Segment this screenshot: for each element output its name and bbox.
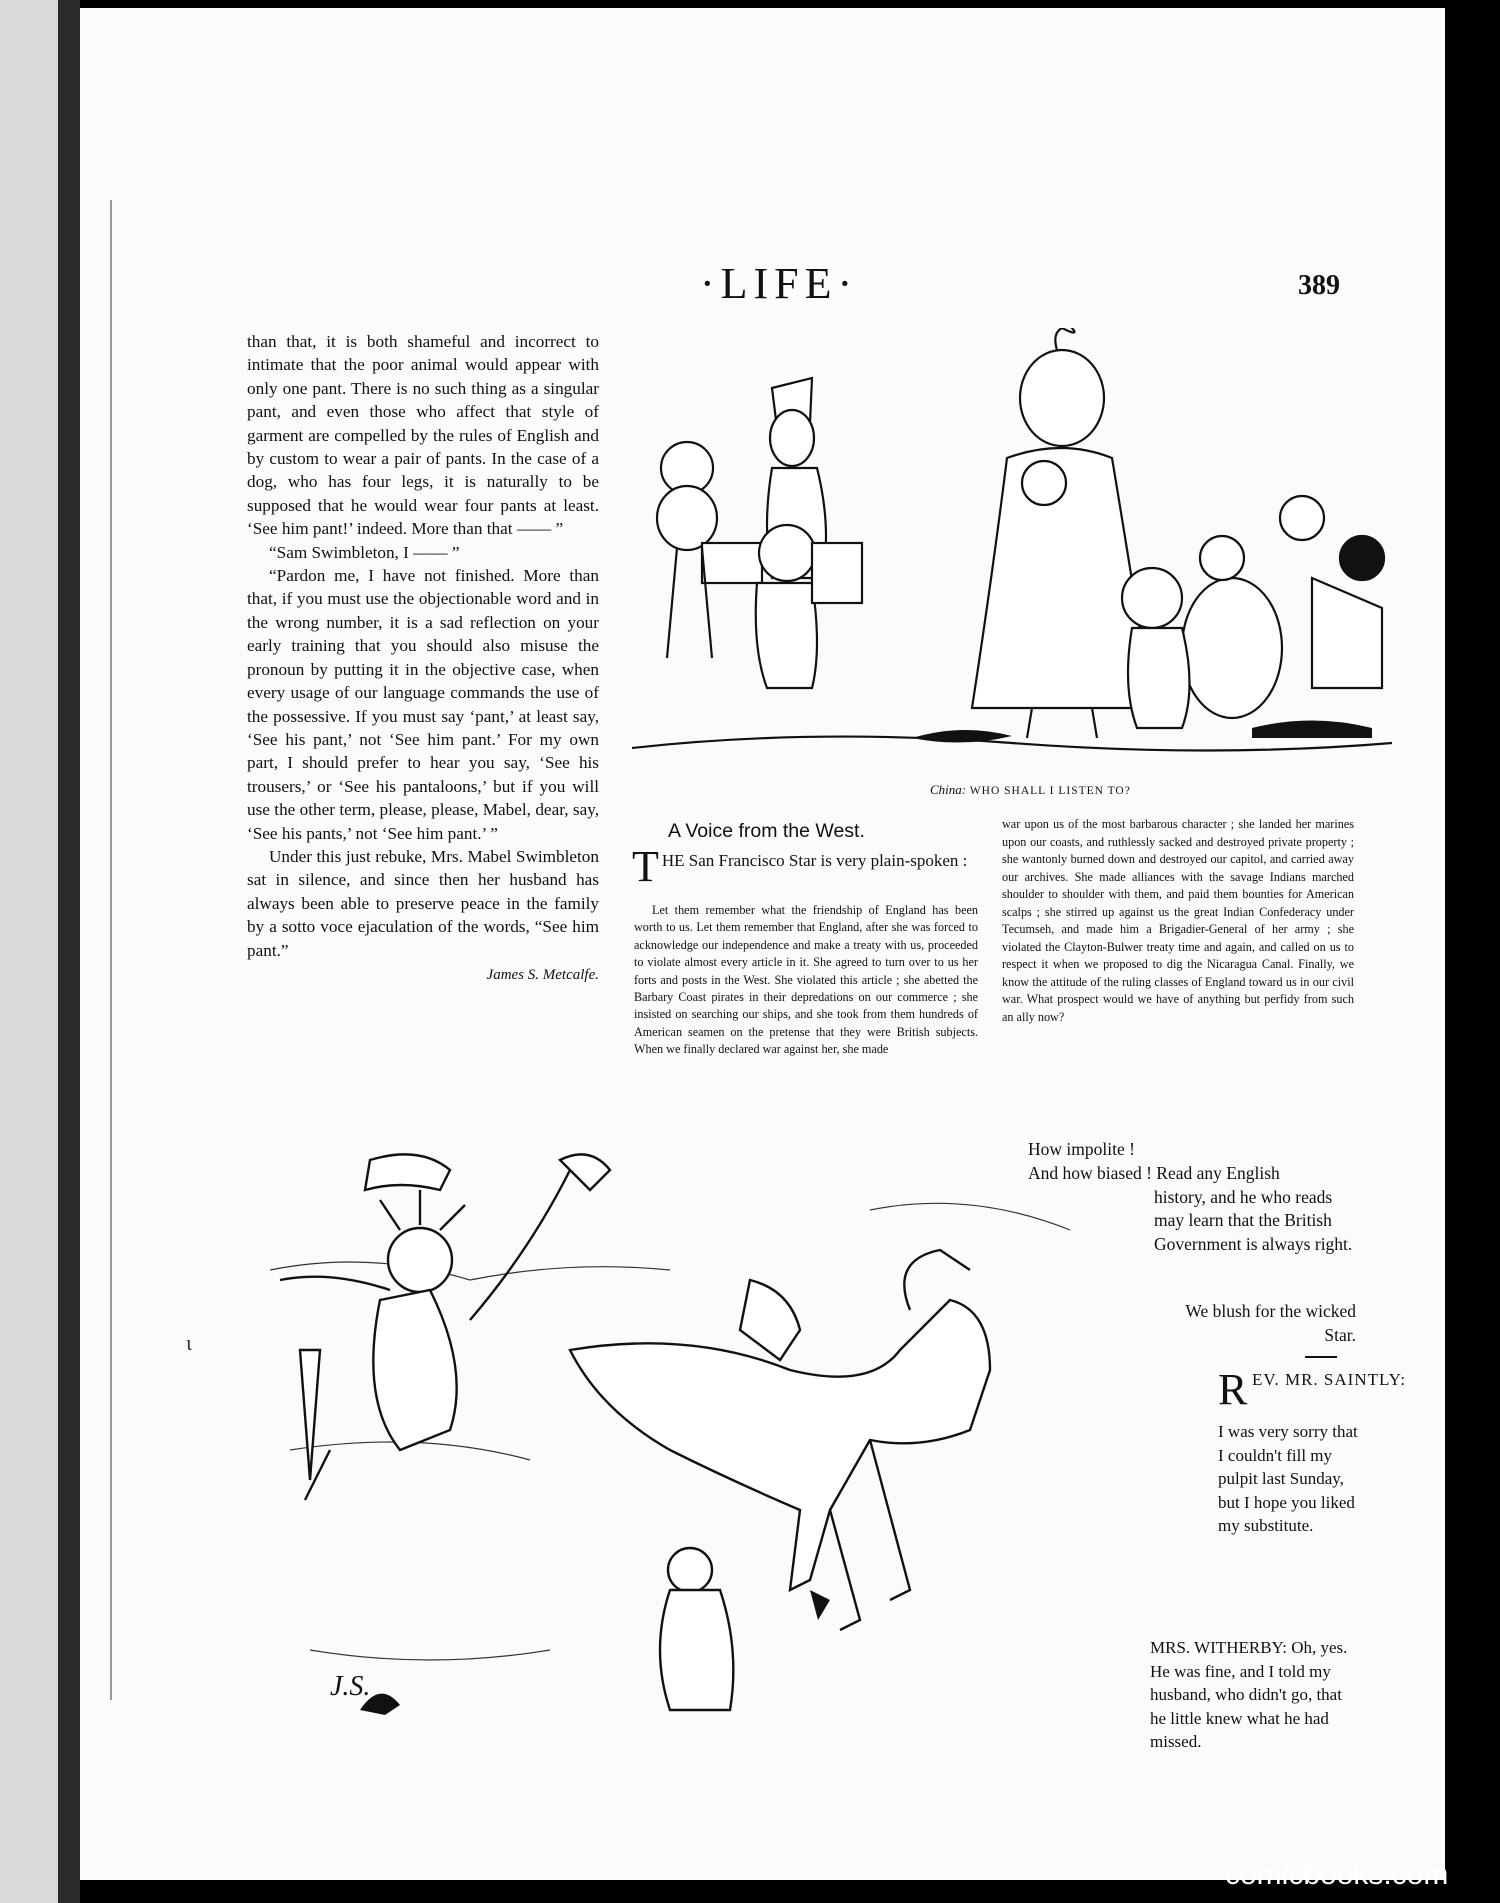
top-cartoon-illustration <box>612 328 1402 768</box>
author-signature: James S. Metcalfe. <box>486 966 599 983</box>
margin-mark: ι <box>186 1330 192 1355</box>
masthead-title: ·LIFE· <box>700 259 859 308</box>
how-impolite-line: How impolite ! <box>1028 1139 1135 1159</box>
story-paragraph: “Pardon me, I have not finished. More than that, if you must use the objectionable word and in the wrong number, it is a sad reflection on your early training that you should also misuse the pronoun by putting it in the objective case, when every usage of our language commands the use of the possessive. If you must say ‘pant,’ at least say, ‘See his pant,’ not ‘See him pant.’ For my own part, I should prefer to hear you say, ‘See his trousers,’ or ‘See his pantaloons,’ but if you will use the other term, please, please, Mabel, dear, say, ‘See his pants,’ not ‘See him pant.’ ” <box>247 566 599 843</box>
rev-heading: EV. MR. SAINTLY: <box>1252 1370 1407 1389</box>
left-column-story <box>247 330 599 987</box>
watermark-text: comicbooks.com <box>1225 1858 1449 1891</box>
drop-cap: T <box>632 842 659 891</box>
book-spine <box>0 0 58 1903</box>
blush-line: We blush for the wicked Star. <box>1185 1301 1356 1345</box>
rev-drop-cap: R <box>1218 1365 1248 1414</box>
intro-text: HE San Francisco Star is very plain-spoken : <box>661 851 968 870</box>
spine-shadow <box>58 0 80 1903</box>
story-paragraph: “Sam Swimbleton, I —— ” <box>269 542 460 562</box>
page-number: 389 <box>1298 270 1340 301</box>
bottom-cartoon-illustration <box>270 1150 1200 1750</box>
cartoon-signature: J.S. <box>330 1671 371 1702</box>
article-headline: A Voice from the West. <box>668 820 865 842</box>
story-paragraph: Under this just rebuke, Mrs. Mabel Swimbleton sat in silence, and since then her husband has always been able to preserve peace in the family by a sotto voce ejaculation of the words, “See him pant.” <box>247 846 599 960</box>
witherby-reply: MRS. WITHERBY: Oh, yes. He was fine, and I told my husband, who didn't go, that he little knew what he had missed. <box>1150 1638 1348 1751</box>
quoted-passage-left: Let them remember what the friendship of England has been worth to us. Let them remember that England, after she was forced to acknowledge our independence and make a treaty with us, proceeded to violate almost every article in it. She agreed to turn over to us her forts and posts in the West. She violated this article ; she abetted the Barbary Coast pirates in their depredations on our commerce ; she insisted on searching our ships, and she took from them hundreds of American seamen on the pretense that they were British subjects. When we finally declared war against her, she made <box>634 903 978 1057</box>
article-intro <box>632 842 977 891</box>
story-paragraph: than that, it is both shameful and incorrect to intimate that the poor animal would appear with only one pant. There is no such thing as a singular pant, and even those who affect that style of garment are compelled by the rules of English and by custom to wear a pair of pants. In the case of a dog, who has four legs, it is naturally to be supposed that he would wear four pants at least. ‘See him pant!’ indeed. More than that —— ” <box>247 332 599 539</box>
caption-text: WHO SHALL I LISTEN TO? <box>969 785 1131 797</box>
binding-line <box>110 200 112 1700</box>
rev-dialogue: I was very sorry that I couldn't fill my pulpit last Sunday, but I hope you liked my substitute. <box>1218 1422 1358 1535</box>
comment-line: And how biased ! Read any English <box>1028 1163 1280 1183</box>
section-divider <box>1305 1356 1337 1358</box>
comment-continuation: history, and he who reads may learn that the British Government is always right. <box>1154 1186 1353 1254</box>
caption-speaker: China: <box>930 782 967 797</box>
top-cartoon-caption <box>930 782 1131 798</box>
quoted-passage-right: war upon us of the most barbarous character ; she landed her marines upon our coasts, and ruthlessly sacked and destroyed private property ; she wantonly burned down and destroyed our capitol, and carried away our archives. She made alliances with the savage Indians marched shoulder to shoulder with them, and paid them bounties for American scalps ; she stirred up against us the great Indian Confederacy under Tecumseh, and made him a Brigadier-General of her army ; she violated the Clayton-Bulwer treaty time and again, and called on us to respect it when we proposed to dig the Nicaragua Canal. Finally, we know the attitude of the ruling classes of England toward us in our civil war. What prospect would we have of anything but perfidy from such an ally now? <box>1002 817 1354 1024</box>
